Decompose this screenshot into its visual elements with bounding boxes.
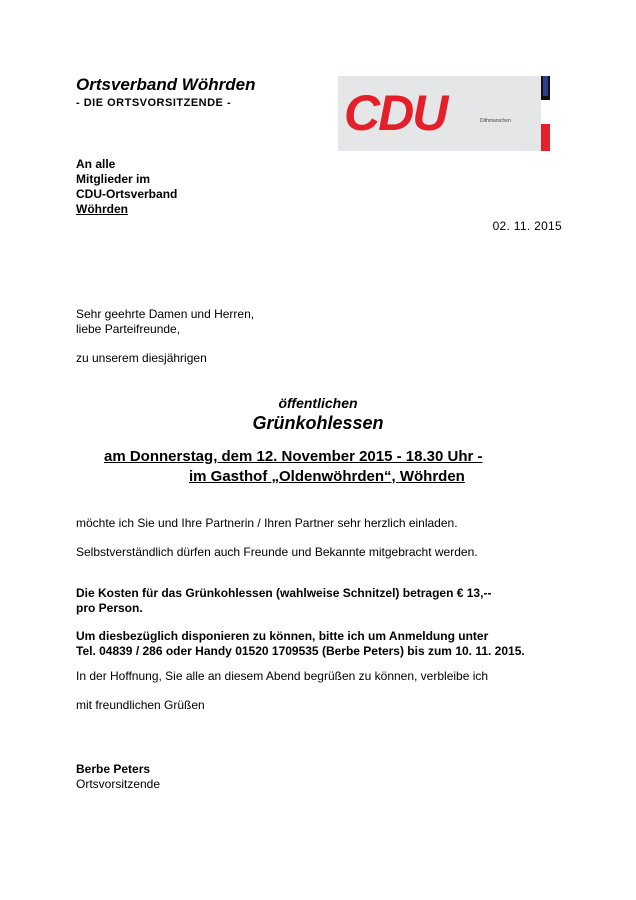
cdu-logo — [338, 76, 550, 151]
event-name: Grünkohlessen — [252, 413, 384, 433]
flag-stripe-blue — [543, 76, 548, 96]
invite-text: möchte ich Sie und Ihre Partnerin / Ihren Partner sehr herzlich einladen. — [76, 516, 458, 530]
org-subtitle: - DIE ORTSVORSITZENDE - — [76, 97, 232, 109]
cdu-logo-region: Dithmarschen — [480, 118, 511, 124]
address-line: Wöhrden — [76, 202, 128, 216]
friends-text: Selbstverständlich dürfen auch Freunde und Bekannte mitgebracht werden. — [76, 545, 478, 559]
flag-stripe-white — [541, 100, 550, 124]
hope-text: In der Hoffnung, Sie alle an diesem Abend begrüßen zu können, verbleibe ich — [76, 669, 489, 683]
address-line: An alle — [76, 157, 116, 171]
org-name: Ortsverband Wöhrden — [76, 75, 256, 94]
intro-text: zu unserem diesjährigen — [76, 351, 207, 365]
cost-text: Die Kosten für das Grünkohlessen (wahlweise Schnitzel) betragen € 13,-- — [76, 586, 492, 600]
letter-date: 02. 11. 2015 — [492, 219, 562, 233]
event-venue-line: im Gasthof „Oldenwöhrden“, Wöhrden — [189, 468, 465, 485]
flag-stripe-red — [541, 124, 550, 151]
registration-text: Tel. 04839 / 286 oder Handy 01520 1709535 (Berbe Peters) bis zum 10. 11. 2015. — [76, 644, 525, 658]
address-line: Mitglieder im — [76, 172, 151, 186]
closing-text: mit freundlichen Grüßen — [76, 698, 205, 712]
salutation-line: liebe Parteifreunde, — [76, 322, 181, 336]
salutation-line: Sehr geehrte Damen und Herren, — [76, 307, 255, 321]
cdu-logo-text: CDU — [344, 85, 447, 141]
address-line: CDU-Ortsverband — [76, 187, 178, 201]
event-date-line: am Donnerstag, dem 12. November 2015 - 18.30 Uhr - — [104, 448, 483, 465]
signature-name: Berbe Peters — [76, 762, 151, 776]
registration-text: Um diesbezüglich disponieren zu können, bitte ich um Anmeldung unter — [76, 629, 489, 643]
event-adjective: öffentlichen — [278, 395, 358, 411]
cost-text: pro Person. — [76, 601, 143, 615]
signature-title: Ortsvorsitzende — [76, 777, 161, 791]
